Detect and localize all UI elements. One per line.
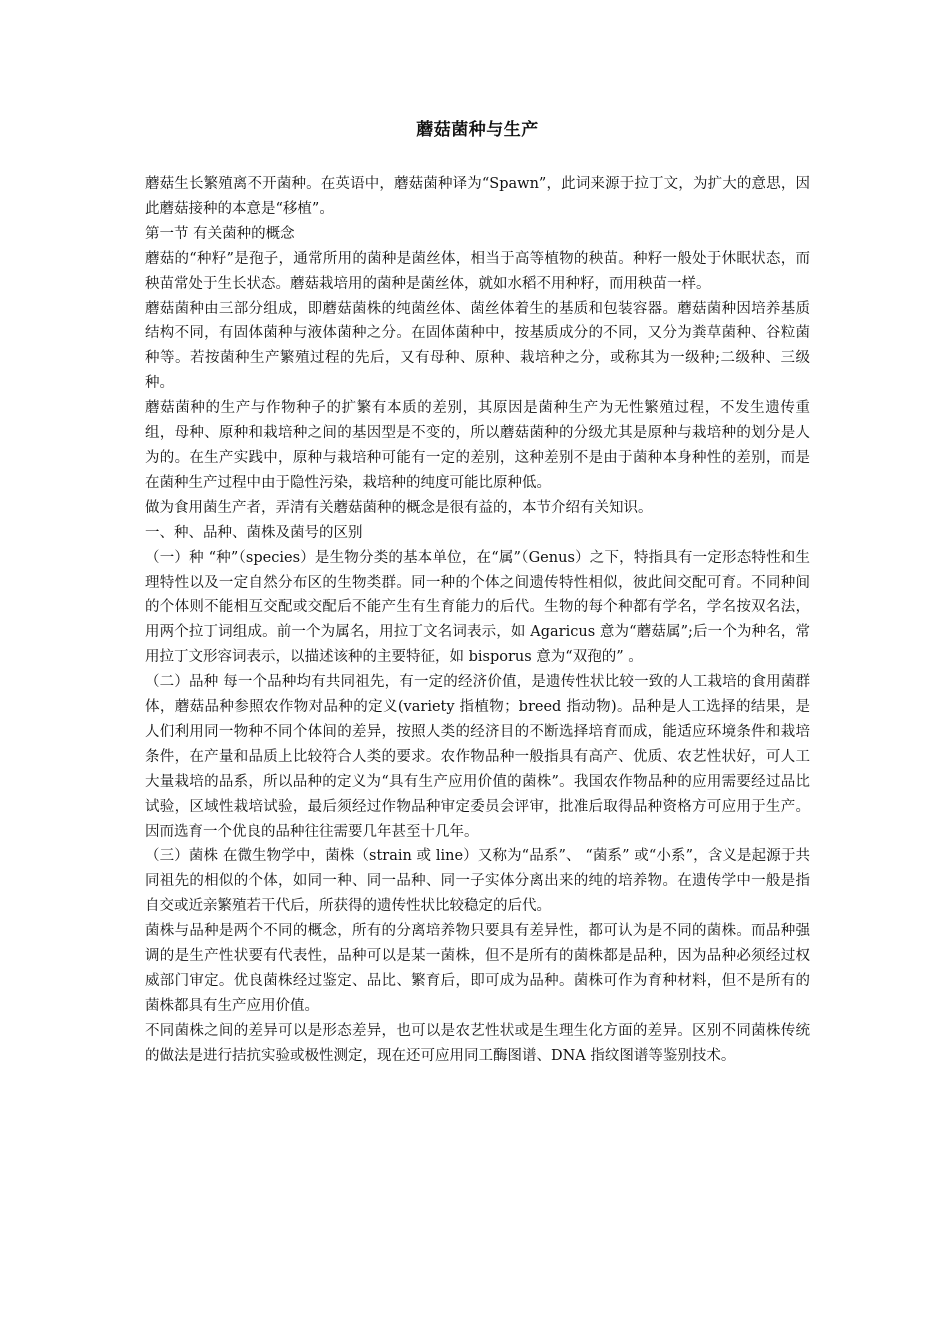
paragraph-section-intro: 做为食用菌生产者，弄清有关蘑菇菌种的概念是很有益的，本节介绍有关知识。 [145,499,653,516]
document-page [145,118,810,1069]
paragraph-strain: （三）菌株 在微生物学中，菌株（strain 或 line）又称为“品系”、 “菌系” 或“小系”，含义是起源于共同祖先的相似的个体，如同一种、同一品种、同一子实体分离出来的纯的培养物。在遗传学中一般是指自交或近亲繁殖若干代后，所获得的遗传性状比较稳定的后代。 [145,848,810,915]
paragraph-spawn-composition: 蘑菇菌种由三部分组成，即蘑菇菌株的纯菌丝体、菌丝体着生的基质和包装容器。蘑菇菌种因培养基质结构不同，有固体菌种与液体菌种之分。在固体菌种中，按基质成分的不同，又分为粪草菌种、谷粒菌种等。若按菌种生产繁殖过程的先后，又有母种、原种、栽培种之分，或称其为一级种;二级种、三级种。 [145,300,810,392]
paragraph-seed-vs-seedling: 蘑菇的“种籽”是孢子，通常所用的菌种是菌丝体，相当于高等植物的秧苗。种籽一般处于休眠状态，而秧苗常处于生长状态。蘑菇栽培用的菌种是菌丝体，就如水稻不用种籽，而用秧苗一样。 [145,250,810,292]
paragraph-strain-differences: 不同菌株之间的差异可以是形态差异，也可以是农艺性状或是生理生化方面的差异。区别不同菌株传统的做法是进行拮抗实验或极性测定，现在还可应用同工酶图谱、DNA 指纹图谱等鉴别技术。 [145,1022,810,1064]
subsection-heading-1: 一、种、品种、菌株及菌号的区别 [145,524,363,541]
paragraph-strain-vs-variety: 菌株与品种是两个不同的概念，所有的分离培养物只要具有差异性，都可认为是不同的菌株。而品种强调的是生产性状要有代表性，品种可以是某一菌株，但不是所有的菌株都是品种，因为品种必须经过权威部门审定。优良菌株经过鉴定、品比、繁育后，即可成为品种。菌株可作为育种材料，但不是所有的菌株都具有生产应用价值。 [145,923,810,1014]
paragraph-variety: （二）品种 每一个品种均有共同祖先，有一定的经济价值，是遗传性状比较一致的人工栽培的食用菌群体，蘑菇品种参照农作物对品种的定义(variety 指植物；breed 指动物)。品种是人工选择的结果，是人们利用同一物种不同个体间的差异，按照人类的经济目的不断选择培育而成，能适应环境条件和栽培条件，在产量和品质上比较符合人类的要求。农作物品种一般指具有高产、优质、农艺性状好，可人工大量栽培的品系，所以品种的定义为“具有生产应用价值的菌株”。我国农作物品种的应用需要经过品比试验，区域性栽培试验，最后须经过作物品种审定委员会评审，批准后取得品种资格方可应用于生产。因而选育一个优良的品种往往需要几年甚至十几年。 [145,674,810,840]
section-heading-1: 第一节 有关菌种的概念 [145,225,295,242]
paragraph-intro: 蘑菇生长繁殖离不开菌种。在英语中，蘑菇菌种译为“Spawn”，此词来源于拉丁文，为扩大的意思，因此蘑菇接种的本意是“移植”。 [145,176,810,217]
paragraph-spawn-production: 蘑菇菌种的生产与作物种子的扩繁有本质的差别，其原因是菌种生产为无性繁殖过程，不发生遗传重组，母种、原种和栽培种之间的基因型是不变的，所以蘑菇菌种的分级尤其是原种与栽培种的划分是人为的。在生产实践中，原种与栽培种可能有一定的差别，这种差别不是由于菌种本身种性的差别，而是在菌种生产过程中由于隐性污染，栽培种的纯度可能比原种低。 [145,400,810,491]
document-title: 蘑菇菌种与生产 [416,120,539,140]
paragraph-species: （一）种 “种”（species）是生物分类的基本单位，在“属”（Genus）之下，特指具有一定形态特性和生理特性以及一定自然分布区的生物类群。同一种的个体之间遗传特性相似，彼此间交配可育。不同种间的个体则不能相互交配或交配后不能产生有生育能力的后代。生物的每个种都有学名，学名按双名法，用两个拉丁词组成。前一个为属名，用拉丁文名词表示，如 Agaricus 意为“蘑菇属”;后一个为种名，常用拉丁文形容词表示，以描述该种的主要特征，如 bisporus 意为“双孢的” 。 [145,549,810,666]
